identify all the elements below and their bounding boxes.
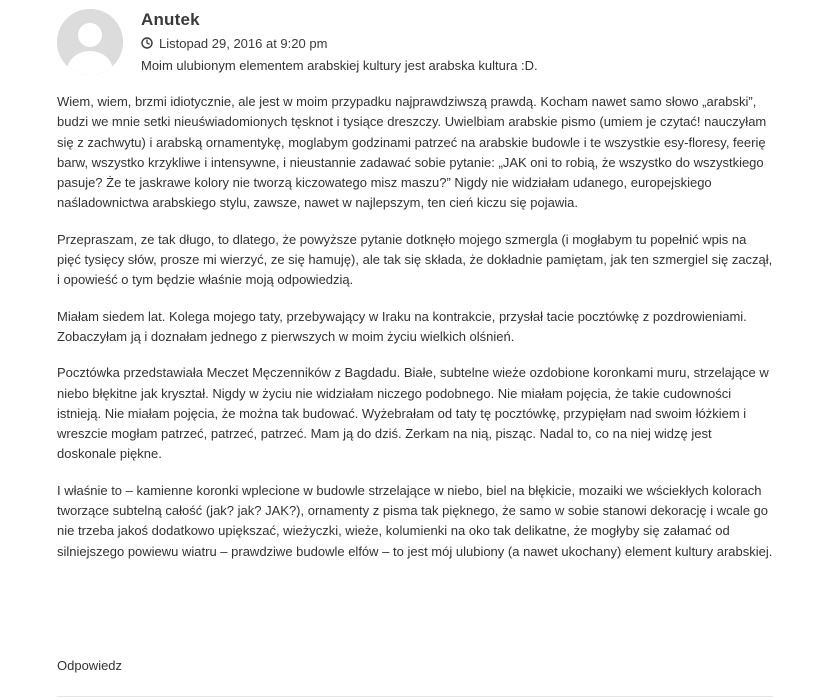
comment-paragraph: Przepraszam, ze tak długo, to dlatego, że powyższe pytanie dotknęło mojego szmergla (i mogłabym tu popełnić wpis na pięć tysięcy słów, prosze mi wierzyć, ze się hamuję), ale tak się składa, że dokładnie pamiętam, jak ten szmergiel się zaczął, i opowieść o tym będzie właśnie moją odpowiedzią. (57, 231, 773, 288)
default-avatar-icon (57, 9, 123, 75)
comment-paragraph: Miałam siedem lat. Kolega mojego taty, przebywający w Iraku na kontrakcie, przysłał tacie pocztówkę z pozdrowieniami. Zobaczyłam ją i doznałam jednego z pierwszych w moim życiu wielkich olśnień. (57, 308, 747, 344)
comment-meta (141, 35, 327, 51)
avatar (57, 9, 123, 75)
comment-body (57, 92, 773, 578)
comment-author[interactable]: Anutek (141, 10, 200, 29)
reply-link[interactable]: Odpowiedz (57, 658, 123, 673)
comment-date[interactable]: Listopad 29, 2016 at 9:20 pm (159, 35, 328, 51)
divider (57, 696, 773, 697)
comment-paragraph: Pocztówka przedstawiała Meczet Męczenników z Bagdadu. Białe, subtelne wieże ozdobione koronkami muru, strzelające w niebo błękitne jak kryształ. Nigdy w życiu nie widziałam niczego podobnego. Nie miałam pojęcia, że takie cudowności istnieją. Nie miałam pojęcia, że można tak budować. Wyżebrałam od taty tę pocztówkę, przypięłam nad swoim łóżkiem i wreszcie mogłam patrzeć, patrzeć, patrzeć. Mam ją do dziś. Zerkam na nią, pisząc. Nadal to, co na niej widzę jest doskonale piękne. (57, 365, 769, 462)
comment-intro: Moim ulubionym elementem arabskiej kultury jest arabska kultura :D. (141, 58, 538, 73)
comment-paragraph: Wiem, wiem, brzmi idiotycznie, ale jest w moim przypadku najprawdziwszą prawdą. Kocham nawet samo słowo „arabski”, budzi we mnie setki nieuświadomionych tęsknot i tysiące dreszczy. Uwielbiam arabskie pismo (umiem je czytać! nauczyłam się z zachwytu) i arabską ornamentykę, moglabym godzinami patrzeć na arabskie budowle i te wszystkie esy-floresy, feerię barw, wszystko krzykliwe i intensywne, i nieustannie zadawać sobie pytanie: „JAK oni to robią, że wszystko do wszystkiego pasuje? Że te jaskrawe kolory nie tworzą kiczowatego misz maszu?” Nigdy nie widziałam udanego, europejskiego naśladownictwa arabskiego stylu, zawsze, nawet w najlepszym, ten cień kiczu się pojawia. (57, 94, 767, 211)
clock-icon (141, 37, 153, 49)
comment-paragraph: I właśnie to – kamienne koronki wplecione w budowle strzelające w niebo, biel na błękicie, mozaiki we wściekłych kolorach tworzące subtelną całość (jak? jak? JAK?), ornamenty z pisma tak pięknego, że samo w sobie stanowi dekorację i wcale go nie trzeba jakoś dodatkowo upiększać, wieżyczki, wieże, kolumienki na oko tak delikatne, że mogłyby się załamać od silniejszego powiewu wiatru – prawdziwe budowle elfów – to jest mój ulubiony (a nawet ukochany) element kultury arabskiej. (57, 482, 773, 559)
